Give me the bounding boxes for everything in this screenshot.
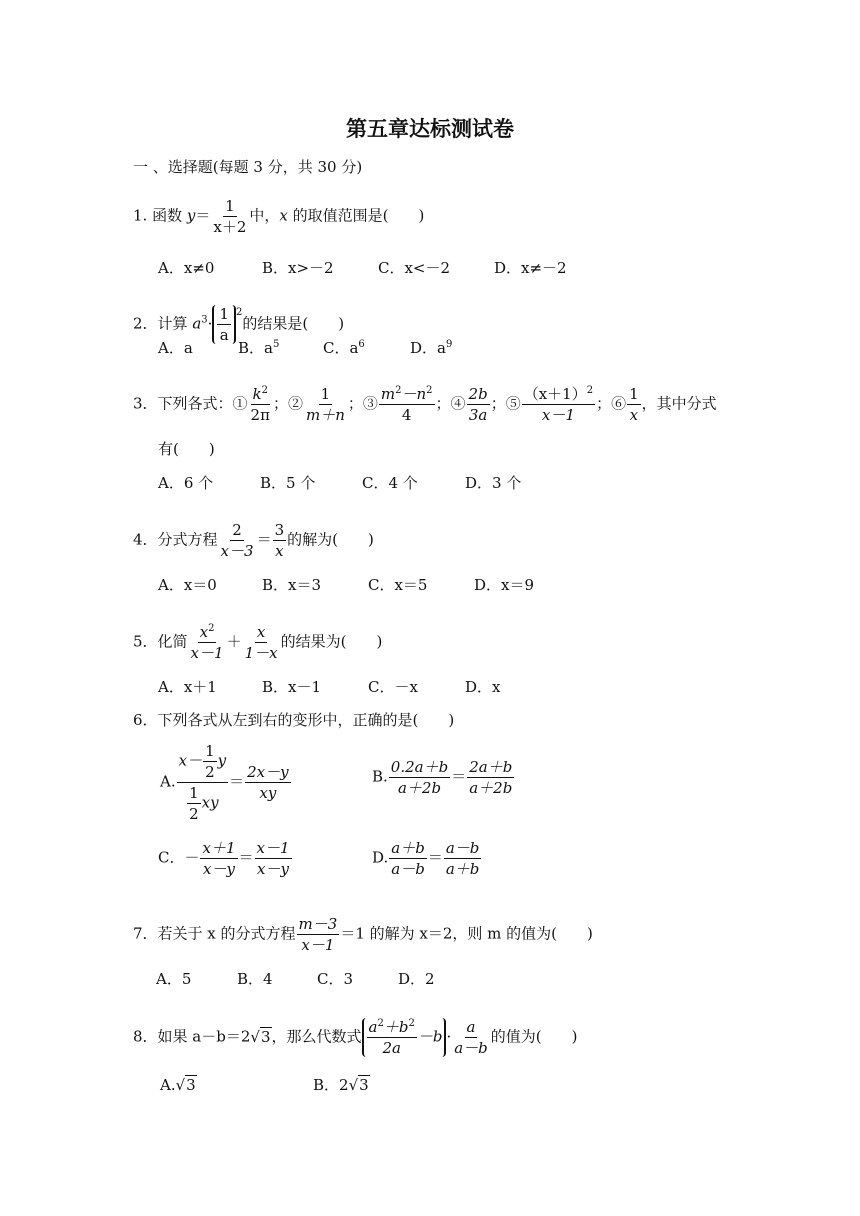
q6-c-left-den xyxy=(201,859,237,878)
q2-option-d-exp: 9 xyxy=(445,339,453,350)
q6-a-complex-fraction xyxy=(177,742,229,823)
q5-left-fraction xyxy=(189,623,226,662)
section-heading: 一 、选择题(每题 3 分，共 30 分) xyxy=(133,158,363,176)
q6-c-right-den-text: x－y xyxy=(257,860,289,878)
q8-in-plus-b: ＋b xyxy=(383,1018,409,1036)
q5-left-den-text: x－1 xyxy=(190,644,224,662)
q7-prefix: 7．若关于 x 的分式方程 xyxy=(133,924,296,943)
q6-c-equals: ＝ xyxy=(238,848,254,867)
q8-inner-den xyxy=(380,1038,403,1057)
q6-d-left-fraction xyxy=(389,839,427,878)
q6-option-d[interactable] xyxy=(372,839,482,878)
q3-f4-den-text: 3a xyxy=(468,406,488,424)
q3-option-c[interactable]: C．4 个 xyxy=(362,474,418,492)
q4-left-den-text: x－3 xyxy=(220,542,254,560)
q6-d-right-fraction xyxy=(444,839,482,878)
q8-option-a-label: A. xyxy=(160,1076,176,1094)
q1-equals: ＝ xyxy=(195,206,211,225)
q8-option-a[interactable] xyxy=(160,1075,197,1095)
q4-right-den-text: x xyxy=(275,542,284,560)
q4-left-fraction xyxy=(219,521,256,560)
q3-expr-4-num xyxy=(467,385,490,405)
q8-second-num xyxy=(465,1018,478,1038)
q3-option-a[interactable]: A．6 个 xyxy=(158,474,214,492)
q5-right-fraction xyxy=(243,623,280,662)
q5-plus: ＋ xyxy=(226,632,242,651)
q3-expr-1 xyxy=(249,385,272,424)
q7-option-c[interactable]: C．3 xyxy=(317,970,354,988)
q8-sqrt: √3 xyxy=(250,1027,271,1046)
q3-f3-minus-n: －n xyxy=(401,385,427,403)
q6-b-right-num xyxy=(467,758,514,778)
q3-f2-den-text: m＋n xyxy=(305,406,345,424)
q3-expr-5 xyxy=(522,385,595,424)
q5-right-den xyxy=(243,643,280,662)
page-title: 第五章达标测试卷 xyxy=(346,117,514,141)
q3-f6-den-text: x xyxy=(629,406,639,424)
q4-left-den xyxy=(219,541,256,560)
q6-b-left-den xyxy=(396,778,443,797)
q5-option-a[interactable]: A．x＋1 xyxy=(158,678,217,696)
q6-b-left-num xyxy=(389,758,450,778)
q3-f3-m: m xyxy=(380,385,396,403)
question-4 xyxy=(133,521,374,560)
q3-f3-exp2: 2 xyxy=(426,385,433,396)
q3-expr-3-den: 4 xyxy=(401,406,412,424)
q8-in-exp1: 2 xyxy=(377,1018,384,1029)
q3-sep-5: ；⑤ xyxy=(490,394,521,413)
q4-right-num: 3 xyxy=(274,521,285,539)
q3-f1-var: k xyxy=(252,385,262,403)
q6-a-equals: ＝ xyxy=(229,772,245,791)
q6-a-right-den xyxy=(257,783,278,802)
q8-second-num-text: a xyxy=(466,1018,476,1036)
q8-second-den-text: a－b xyxy=(454,1039,488,1057)
q6-b-left-fraction xyxy=(389,758,450,797)
q4-prefix: 4．分式方程 xyxy=(133,530,218,549)
q7-option-a[interactable]: A．5 xyxy=(156,970,192,988)
q6-a-right-den-text: xy xyxy=(259,784,277,802)
q6-c-left-num xyxy=(200,839,237,859)
q4-option-c[interactable]: C．x＝5 xyxy=(368,576,428,594)
q2-option-d[interactable] xyxy=(410,338,452,358)
q6-d-left-den xyxy=(389,859,427,878)
q3-option-b[interactable]: B．5 个 xyxy=(260,474,316,492)
q8-inner-den-text: 2a xyxy=(382,1039,401,1057)
q4-left-num: 2 xyxy=(232,521,242,539)
q6-d-right-den-text: a＋b xyxy=(445,860,480,878)
q6-c-left-fraction xyxy=(200,839,237,878)
q8-inner-num xyxy=(367,1018,417,1038)
q6-d-left-den-text: a－b xyxy=(391,860,425,878)
q6-b-equals: ＝ xyxy=(451,767,467,786)
q6-b-right-num-text: 2a＋b xyxy=(469,758,513,776)
q6-a-right-num-text: 2x－y xyxy=(247,763,289,781)
q6-d-left-num-text: a＋b xyxy=(391,839,425,857)
q6-c-left-num-text: x＋1 xyxy=(202,839,236,857)
q7-option-b[interactable]: B．4 xyxy=(237,970,273,988)
q6-b-right-den-text: a＋2b xyxy=(469,779,513,797)
q4-suffix: 的解为( ) xyxy=(287,530,374,549)
q2-option-d-text: D．a xyxy=(410,339,446,357)
q3-sep-3: ；③ xyxy=(347,394,378,413)
q6-d-left-num xyxy=(389,839,427,859)
q6-c-right-den xyxy=(255,859,291,878)
q2-option-a-text: A．a xyxy=(158,339,193,357)
q1-fraction xyxy=(211,197,248,236)
q2-option-b-text: B．a xyxy=(238,339,273,357)
q6-d-right-den xyxy=(444,859,482,878)
q6-b-left-num-text: 0.2a＋b xyxy=(390,758,449,776)
q5-right-num-var: x xyxy=(256,623,266,641)
q3-expr-4-den xyxy=(467,405,490,424)
q5-option-d[interactable]: D．x xyxy=(465,678,501,696)
q5-right-num xyxy=(255,623,267,643)
q3-expr-2 xyxy=(304,385,347,424)
q2-bracket xyxy=(212,305,236,344)
q8-dot: · xyxy=(446,1027,452,1046)
q2-dot: · xyxy=(207,314,213,333)
q6-d-label: D. xyxy=(372,848,389,867)
q8-prefix: 8．如果 a－b＝2 xyxy=(133,1027,251,1046)
q6-a-right-num xyxy=(245,763,290,783)
q6-c-right-fraction xyxy=(255,839,292,878)
q6-option-a[interactable] xyxy=(160,742,292,823)
q2-prefix: 2．计算 xyxy=(133,314,193,333)
q5-left-num-exp: 2 xyxy=(208,623,215,634)
q8-option-b[interactable] xyxy=(313,1075,370,1095)
question-1 xyxy=(133,197,424,236)
q6-c-left-den-text: x－y xyxy=(203,860,235,878)
q3-expr-6-num: 1 xyxy=(629,385,639,403)
q6-b-left-den-text: a＋2b xyxy=(397,779,442,797)
q6-a-right-fraction xyxy=(245,763,290,802)
q5-option-c[interactable]: C．－x xyxy=(368,678,418,696)
q6-d-right-num xyxy=(444,839,482,859)
q2-option-c-exp: 6 xyxy=(358,339,365,350)
q1-option-c[interactable]: C．x<－2 xyxy=(378,259,451,277)
q6-a-label: A. xyxy=(160,772,176,791)
q2-var-a: a xyxy=(192,314,202,333)
q3-expr-6-den xyxy=(628,405,640,424)
q7-option-d[interactable]: D．2 xyxy=(398,970,435,988)
q3-suffix: ，其中分式 xyxy=(641,394,717,413)
q2-option-b[interactable] xyxy=(238,338,279,358)
q3-expr-2-num: 1 xyxy=(320,385,331,403)
q2-suffix: 的结果是( ) xyxy=(242,314,345,333)
q4-equals: ＝ xyxy=(256,530,272,549)
q1-prefix: 1. 函数 xyxy=(133,206,187,225)
q6-b-label: B. xyxy=(372,767,388,786)
q6-d-right-num-text: a－b xyxy=(445,839,480,857)
q2-numerator: 1 xyxy=(219,305,229,323)
q3-sep-6: ；⑥ xyxy=(596,394,627,413)
q2-option-b-exp: 5 xyxy=(272,339,280,350)
q6-c-right-num xyxy=(255,839,292,859)
q5-left-den xyxy=(189,643,226,662)
q3-f5-num-text: （x＋1） xyxy=(523,385,587,403)
q6-a-top-y: y xyxy=(217,751,227,770)
q6-a-bot-xy: xy xyxy=(201,793,219,812)
q5-left-num-var: x xyxy=(199,623,209,641)
q1-option-b[interactable]: B．x>－2 xyxy=(262,259,334,277)
q7-fraction xyxy=(297,915,340,954)
q1-var-y: y xyxy=(186,206,196,225)
q3-sep-2: ；② xyxy=(272,394,303,413)
q6-a-top-inner-num: 1 xyxy=(205,742,215,760)
question-5 xyxy=(133,623,382,662)
q6-c-right-num-text: x－1 xyxy=(256,839,290,857)
q4-option-d[interactable]: D．x＝9 xyxy=(474,576,535,594)
q3-f4-num-text: 2b xyxy=(468,385,488,403)
q6-a-bottom-inner xyxy=(187,784,201,823)
q2-exponent: 3 xyxy=(201,314,208,326)
q3-continuation: 有( ) xyxy=(158,440,215,458)
q1-option-a[interactable]: A．x≠0 xyxy=(158,259,215,277)
q2-square: 2 xyxy=(235,306,243,318)
q7-denominator-text: x－1 xyxy=(301,936,335,954)
q3-f5-den-text: x－1 xyxy=(541,406,575,424)
q3-sep-4: ；④ xyxy=(435,394,466,413)
q6-a-bot-inner-num: 1 xyxy=(189,784,199,802)
q5-suffix: 的结果为( ) xyxy=(280,632,383,651)
q5-prefix: 5．化简 xyxy=(133,632,188,651)
q7-numerator-text: m－3 xyxy=(298,915,338,933)
q1-var-x: x xyxy=(279,206,288,225)
q1-denominator: x＋2 xyxy=(213,218,247,236)
q4-option-a[interactable]: A．x＝0 xyxy=(158,576,217,594)
q5-right-den-text: 1－x xyxy=(244,644,278,662)
q1-mid: 中， xyxy=(249,206,280,225)
q8-option-a-sqrt: √3 xyxy=(175,1076,196,1094)
q1-numerator: 1 xyxy=(225,197,235,215)
q8-suffix: 的值为( ) xyxy=(490,1027,578,1046)
q7-numerator xyxy=(297,915,340,935)
q6-a-bottom xyxy=(184,783,220,823)
q8-inner-fraction xyxy=(367,1018,417,1057)
q6-option-c[interactable] xyxy=(158,839,293,878)
q3-f3-exp1: 2 xyxy=(395,385,402,396)
q5-option-b[interactable]: B．x－1 xyxy=(262,678,322,696)
q2-fraction xyxy=(217,305,231,344)
q6-b-right-fraction xyxy=(467,758,514,797)
q3-expr-5-den xyxy=(540,405,577,424)
q8-second-fraction xyxy=(452,1018,490,1057)
q3-expr-1-num xyxy=(251,385,270,405)
q2-option-c[interactable] xyxy=(323,338,365,358)
q7-suffix: ＝1 的解为 x＝2，则 m 的值为( ) xyxy=(340,924,593,943)
q8-in-exp2: 2 xyxy=(408,1018,415,1029)
q6-a-top-inner xyxy=(203,742,217,781)
q4-right-fraction xyxy=(273,521,287,560)
question-6-stem: 6．下列各式从左到右的变形中，正确的是( ) xyxy=(133,711,455,729)
q6-d-equals: ＝ xyxy=(427,848,443,867)
q6-c-label: C．－ xyxy=(158,848,200,867)
q8-option-b-radicand: 3 xyxy=(359,1076,369,1094)
q3-prefix: 3．下列各式：① xyxy=(133,394,248,413)
q2-denominator: a xyxy=(219,326,229,344)
q8-option-b-label: B．2 xyxy=(313,1076,349,1094)
q2-option-a[interactable] xyxy=(158,338,193,358)
q3-expr-4 xyxy=(467,385,490,424)
q1-option-d[interactable]: D．x≠－2 xyxy=(494,259,567,277)
q3-expr-5-num xyxy=(522,385,595,405)
q1-suffix: 的取值范围是( ) xyxy=(287,206,425,225)
question-3 xyxy=(133,385,717,424)
q8-in-a: a xyxy=(368,1018,378,1036)
q7-denominator xyxy=(299,935,336,954)
q6-a-top xyxy=(177,742,229,783)
q6-b-right-den xyxy=(467,778,514,797)
q4-right-den xyxy=(273,541,285,560)
q3-expr-2-den xyxy=(304,405,347,424)
q8-second-den xyxy=(452,1038,490,1057)
q6-a-top-x: x－ xyxy=(178,751,203,770)
q8-option-b-sqrt: √3 xyxy=(348,1076,369,1094)
question-8 xyxy=(133,1018,578,1057)
q3-f1-exp: 2 xyxy=(261,385,268,396)
question-7 xyxy=(133,915,593,954)
q3-expr-6 xyxy=(627,385,641,424)
q4-option-b[interactable]: B．x＝3 xyxy=(262,576,322,594)
q8-sqrt-radicand: 3 xyxy=(260,1027,271,1046)
q8-bracket xyxy=(362,1018,447,1057)
q6-a-bot-inner-den: 2 xyxy=(189,805,199,823)
q3-expr-3 xyxy=(379,385,435,424)
q5-left-num xyxy=(198,623,217,643)
q3-f5-exp: 2 xyxy=(586,385,594,396)
q3-expr-1-den: 2π xyxy=(250,406,270,424)
q8-mid: ，那么代数式 xyxy=(271,1027,362,1046)
q8-minus-b: －b xyxy=(417,1027,443,1046)
q3-option-d[interactable]: D．3 个 xyxy=(465,474,522,492)
q2-option-c-text: C．a xyxy=(323,339,359,357)
q8-option-a-radicand: 3 xyxy=(186,1076,196,1094)
q3-expr-3-num xyxy=(379,385,435,405)
q6-option-b[interactable] xyxy=(372,758,515,797)
q6-a-top-inner-den: 2 xyxy=(205,763,215,781)
